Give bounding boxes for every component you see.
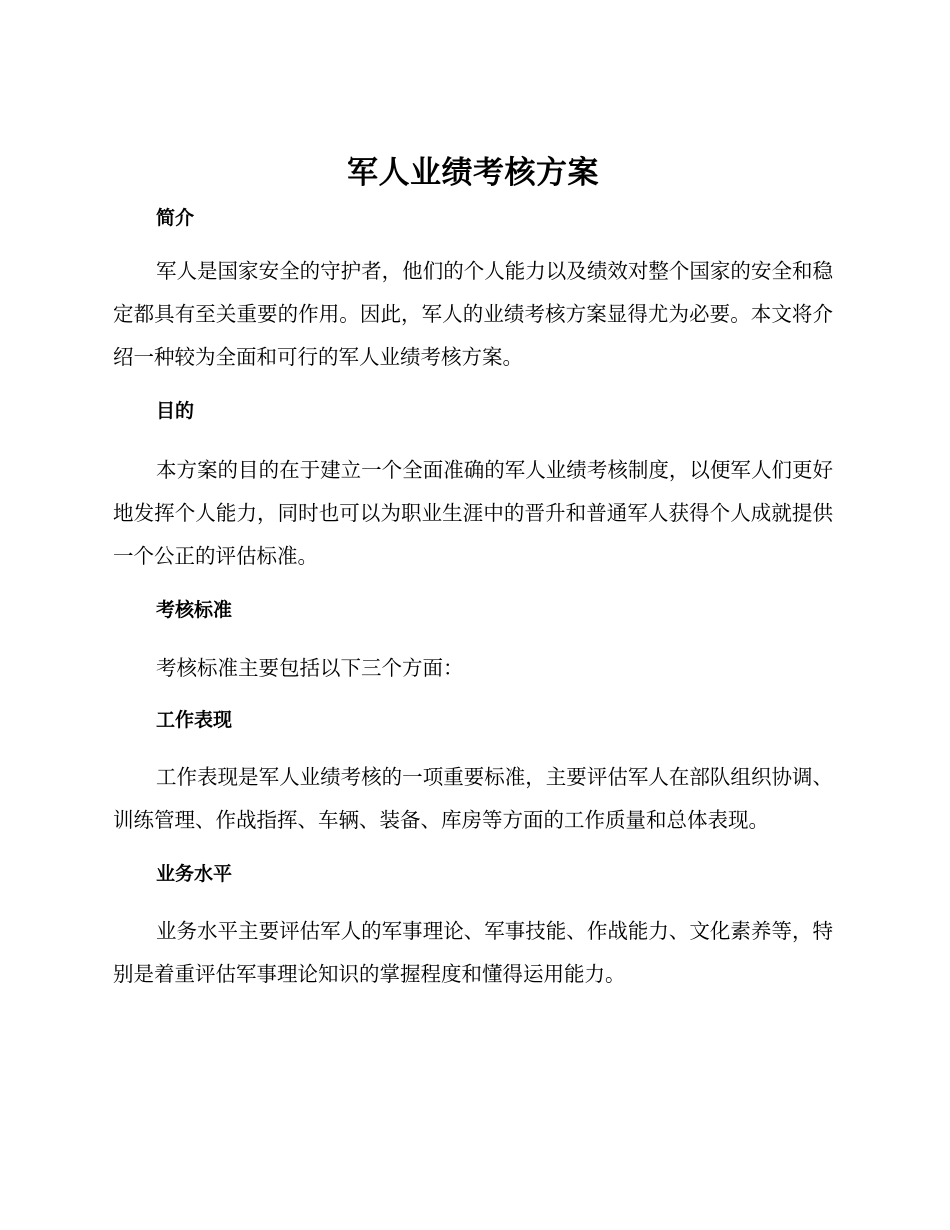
document-body bbox=[113, 150, 833, 996]
document-title: 军人业绩考核方案 bbox=[347, 155, 599, 191]
section-heading-intro: 简介 bbox=[156, 207, 195, 229]
section-paragraph-work-performance: 工作表现是军人业绩考核的一项重要标准，主要评估军人在部队组织协调、训练管理、作战指挥、车辆、装备、库房等方面的工作质量和总体表现。 bbox=[113, 765, 833, 832]
section-heading-criteria: 考核标准 bbox=[156, 599, 233, 621]
section-heading-professional-level: 业务水平 bbox=[156, 863, 233, 885]
section-paragraph-professional-level: 业务水平主要评估军人的军事理论、军事技能、作战能力、文化素养等，特别是着重评估军事理论知识的掌握程度和懂得运用能力。 bbox=[113, 919, 833, 986]
section-paragraph-purpose: 本方案的目的在于建立一个全面准确的军人业绩考核制度，以便军人们更好地发挥个人能力，同时也可以为职业生涯中的晋升和普通军人获得个人成就提供一个公正的评估标准。 bbox=[113, 458, 833, 568]
section-heading-purpose: 目的 bbox=[156, 400, 195, 422]
section-paragraph-criteria: 考核标准主要包括以下三个方面： bbox=[156, 656, 464, 680]
section-paragraph-intro: 军人是国家安全的守护者，他们的个人能力以及绩效对整个国家的安全和稳定都具有至关重要的作用。因此，军人的业绩考核方案显得尤为必要。本文将介绍一种较为全面和可行的军人业绩考核方案。 bbox=[113, 259, 833, 369]
section-heading-work-performance: 工作表现 bbox=[156, 709, 233, 731]
